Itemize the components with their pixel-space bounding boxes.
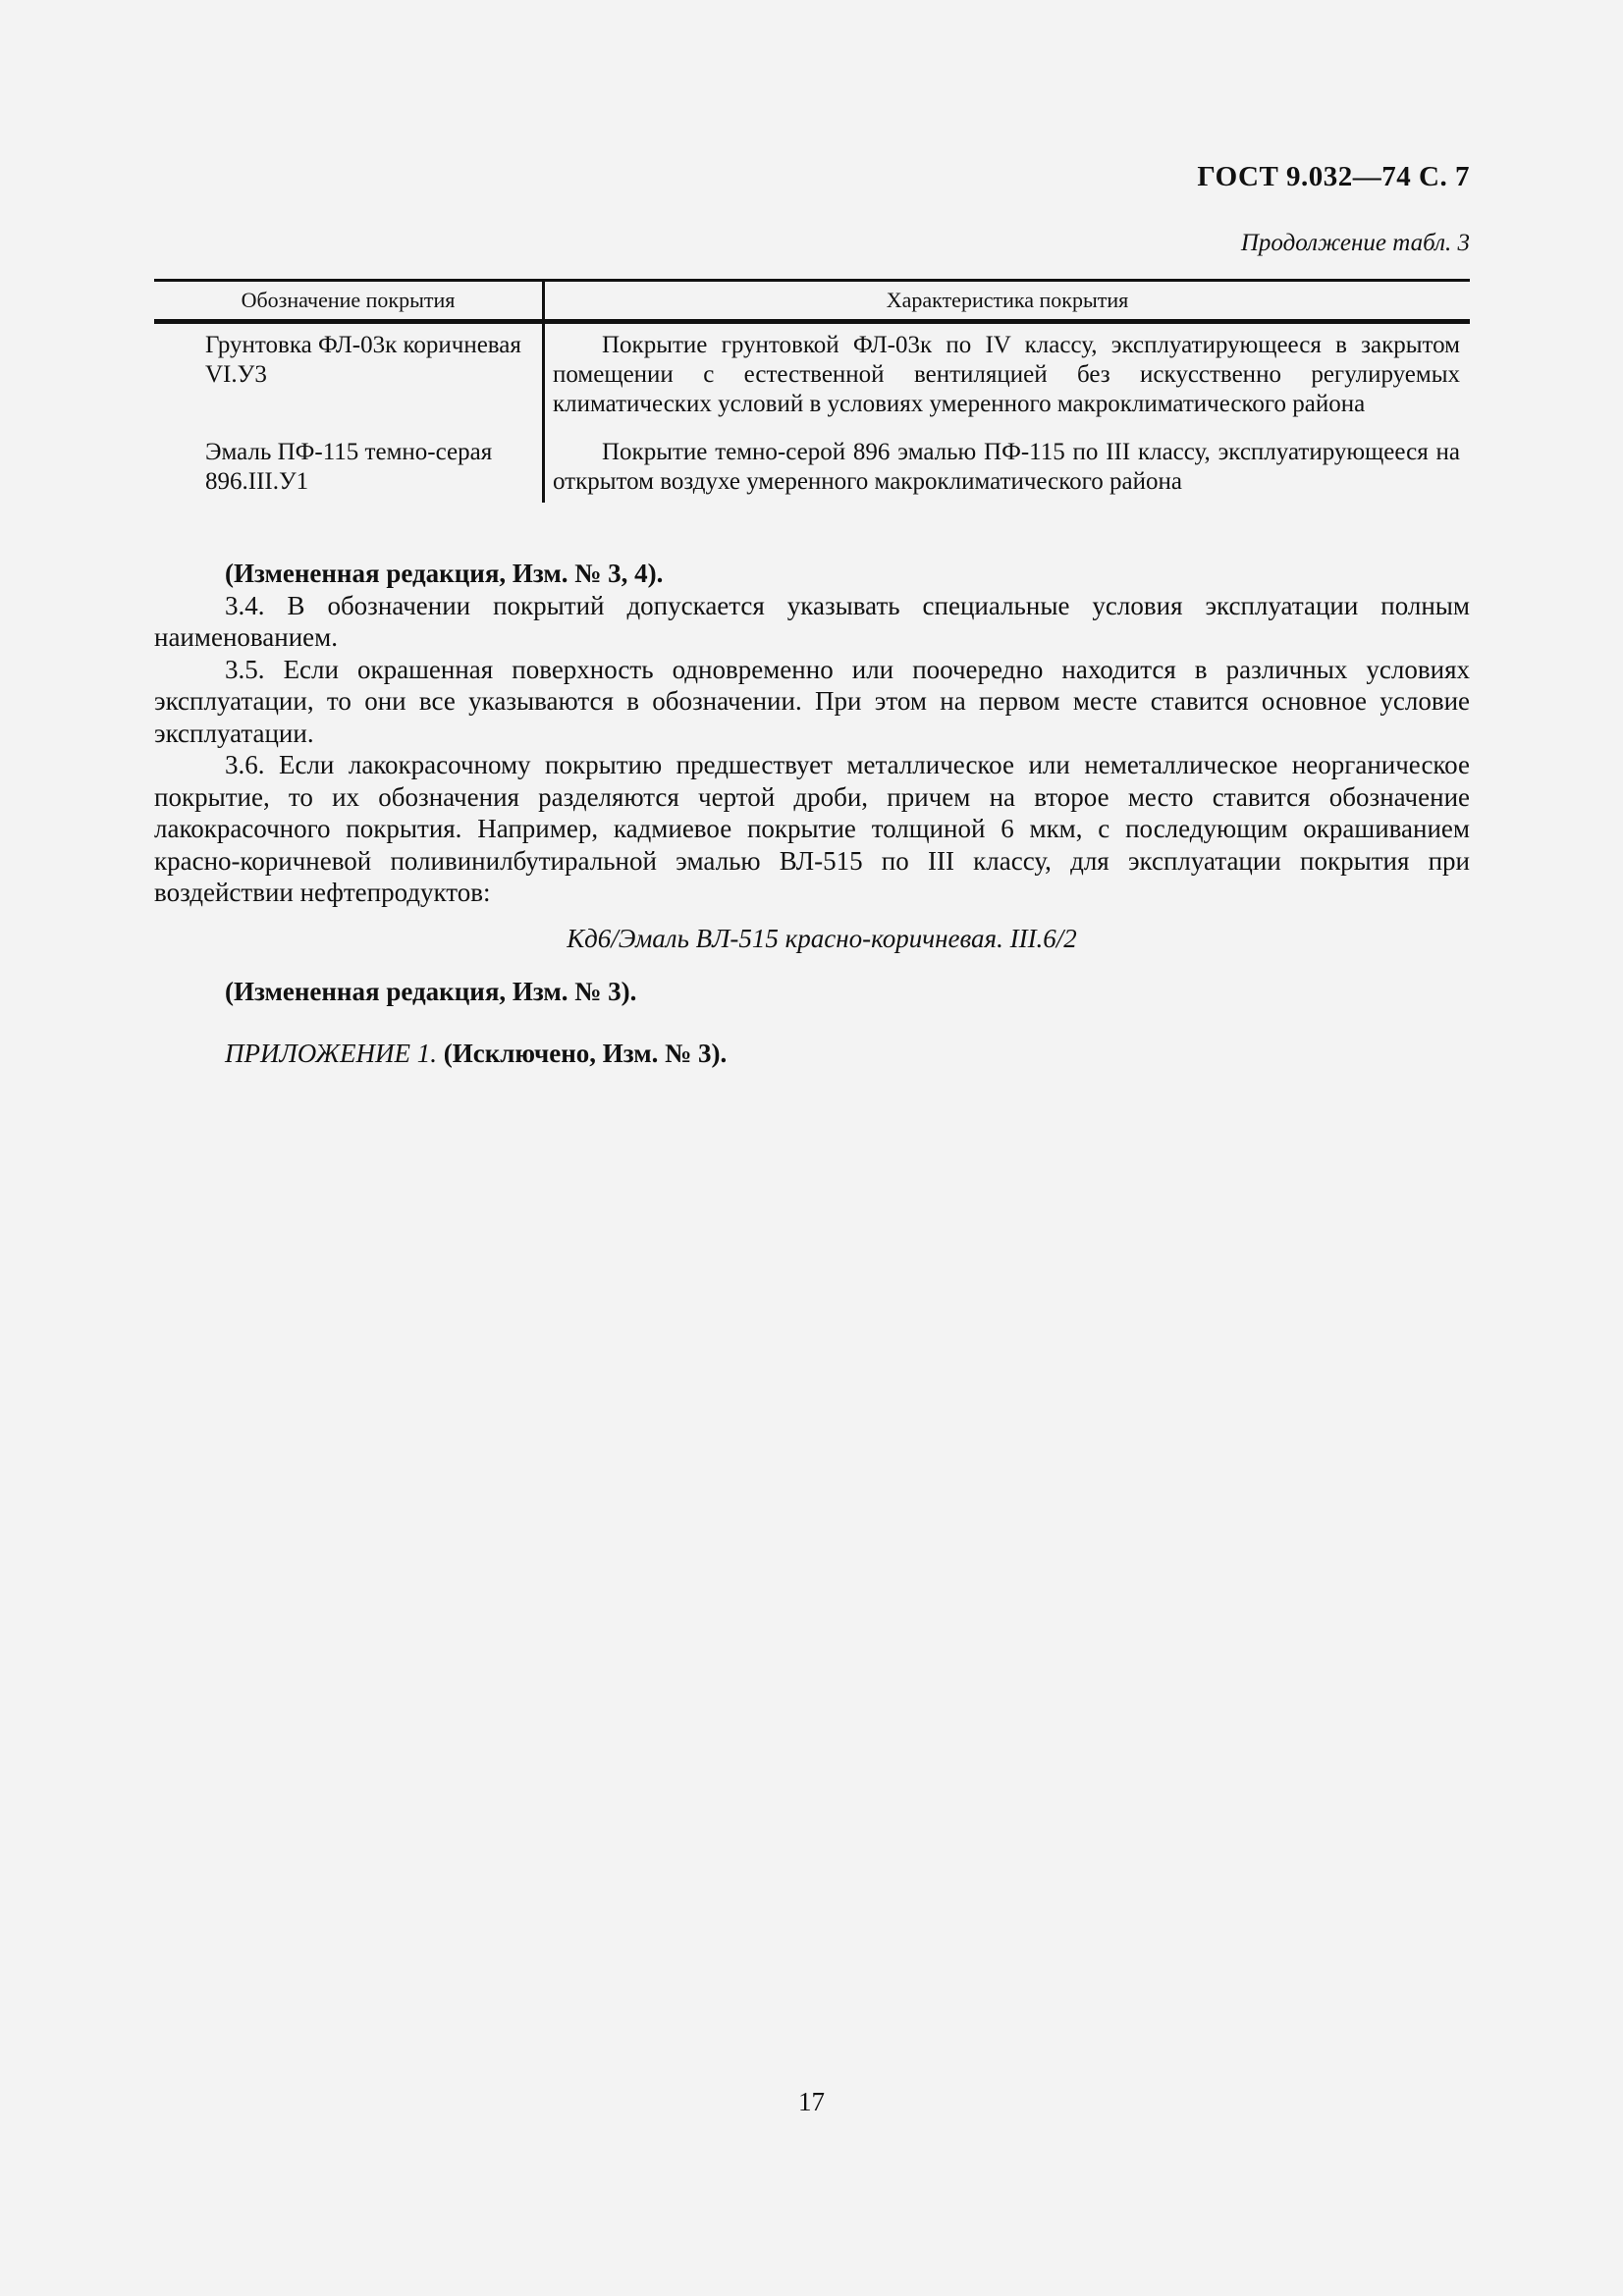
table-row	[154, 322, 1470, 432]
coating-table	[154, 279, 1470, 503]
body-text	[154, 558, 1470, 1069]
column-header-characteristic: Характеристика покрытия	[544, 281, 1471, 322]
paragraph-3-4: 3.4. В обозначении покрытий допускается указывать специальные условия эксплуатации полным наименованием.	[154, 590, 1470, 652]
page-number: 17	[798, 2087, 825, 2116]
cell-characteristic: Покрытие грунтовкой ФЛ-03к по IV классу, эксплуатирующееся в закрытом помещении с естественной вентиляцией без искусственно регулируемых климатических условий в условиях умеренного макроклиматического района	[553, 332, 1460, 417]
appendix-label: ПРИЛОЖЕНИЕ 1.	[225, 1038, 437, 1068]
document-header: ГОСТ 9.032—74 С. 7	[1197, 161, 1470, 192]
example-formula: Кд6/Эмаль ВЛ-515 красно-коричневая. III.6/2	[567, 923, 1077, 953]
paragraph-3-6: 3.6. Если лакокрасочному покрытию предшествует металлическое или неметаллическое неорганическое покрытие, то их обозначения разделяются чертой дроби, причем на второе место ставится обозначение лакокрасочного покрытия. Например, кадмиевое покрытие толщиной 6 мкм, с последующим окрашиванием красно-коричневой поливинилбутиральной эмалью ВЛ-515 по III классу, для эксплуатации покрытия при воздействии нефтепродуктов:	[154, 750, 1470, 907]
appendix-line	[154, 1038, 1470, 1070]
column-header-designation: Обозначение покрытия	[154, 281, 544, 322]
cell-characteristic: Покрытие темно-серой 896 эмалью ПФ-115 по III классу, эксплуатирующееся на открытом воздухе умеренного макроклиматического района	[553, 439, 1460, 495]
cell-designation: Грунтовка ФЛ-03к коричневая VI.У3	[154, 322, 544, 432]
amendment-note: (Измененная редакция, Изм. № 3).	[225, 977, 637, 1006]
table-caption: Продолжение табл. 3	[1240, 230, 1470, 256]
appendix-note: (Исключено, Изм. № 3).	[443, 1038, 728, 1068]
cell-designation: Эмаль ПФ-115 темно-серая 896.III.У1	[154, 431, 544, 503]
table-row	[154, 431, 1470, 503]
paragraph-3-5: 3.5. Если окрашенная поверхность одновременно или поочередно находится в различных условиях эксплуатации, то они все указываются в обозначении. При этом на первом месте ставится основное условие эксплуатации.	[154, 654, 1470, 748]
amendment-note: (Измененная редакция, Изм. № 3, 4).	[225, 559, 664, 588]
table-header-row	[154, 281, 1470, 322]
